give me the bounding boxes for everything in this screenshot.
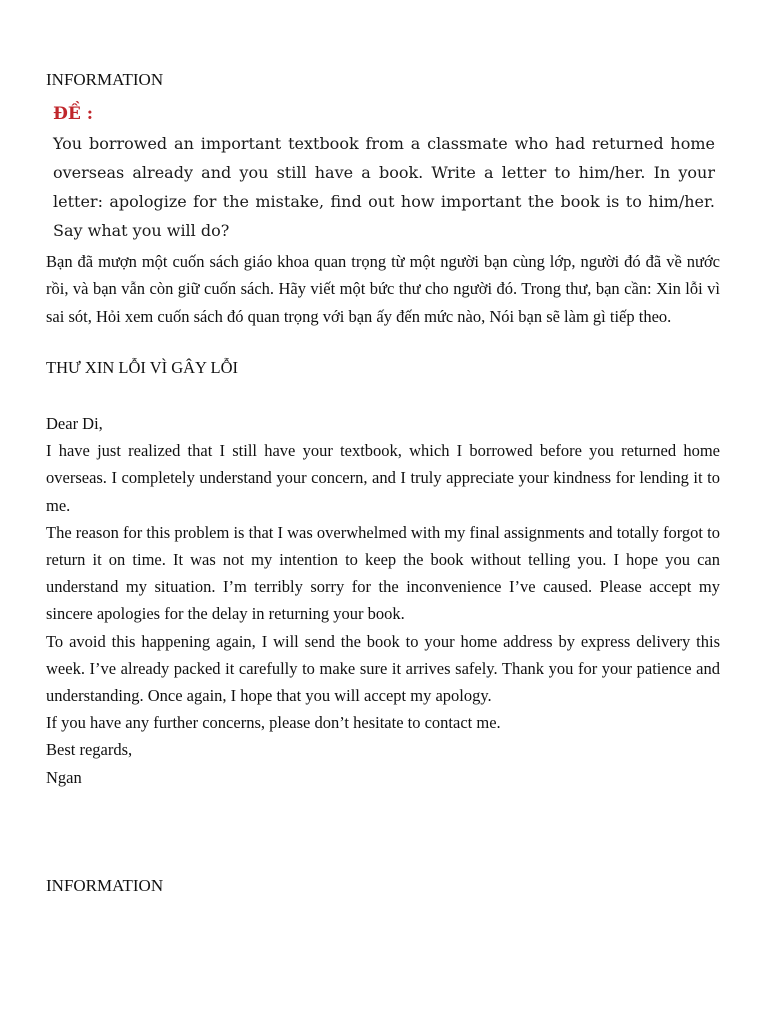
header-label: INFORMATION bbox=[46, 70, 164, 89]
letter-paragraph: The reason for this problem is that I was overwhelmed with my final assignments and totally forgot to return it on time. It was not my intention to keep the book without telling you. I hope you can understand my situation. I’m terribly sorry for the inconvenience I’ve caused. Please accept my sincere apologies for the delay in returning your book. bbox=[46, 522, 720, 624]
letter-body bbox=[46, 410, 720, 791]
letter-paragraph: I have just realized that I still have your textbook, which I borrowed before you returned home overseas. I completely understand your concern, and I truly appreciate your kindness for lending it to me. bbox=[46, 441, 720, 515]
letter-paragraph: If you have any further concerns, please don’t hesitate to contact me. bbox=[46, 713, 501, 733]
task-text: You borrowed an important textbook from a classmate who had returned home overseas already and you still have a book. Write a letter to him/her. In your letter: apologize for the mistake, find out how important the book is to him/her. Say what you will do? bbox=[53, 134, 715, 240]
task-label: ĐỀ : bbox=[53, 104, 94, 124]
footer-label: INFORMATION bbox=[46, 876, 164, 895]
letter-signature: Ngan bbox=[46, 767, 82, 787]
letter-heading: THƯ XIN LỖI VÌ GÂY LỖI bbox=[46, 358, 238, 377]
letter-paragraph: To avoid this happening again, I will send the book to your home address by express delivery this week. I’ve already packed it carefully to make sure it arrives safely. Thank you for your patience and understanding. Once again, I hope that you will accept my apology. bbox=[46, 631, 720, 706]
vietnamese-translation: Bạn đã mượn một cuốn sách giáo khoa quan trọng từ một người bạn cùng lớp, người đó đã về nước rồi, và bạn vẫn còn giữ cuốn sách. Hãy viết một bức thư cho người đó. Trong thư, bạn cần: Xin lỗi vì sai sót, Hỏi xem cuốn sách đó quan trọng với bạn ấy đến mức nào, Nói bạn sẽ làm gì tiếp theo. bbox=[46, 252, 720, 326]
letter-closing: Best regards, bbox=[46, 740, 133, 760]
task-prompt bbox=[53, 101, 715, 245]
letter-salutation: Dear Di, bbox=[46, 414, 103, 433]
